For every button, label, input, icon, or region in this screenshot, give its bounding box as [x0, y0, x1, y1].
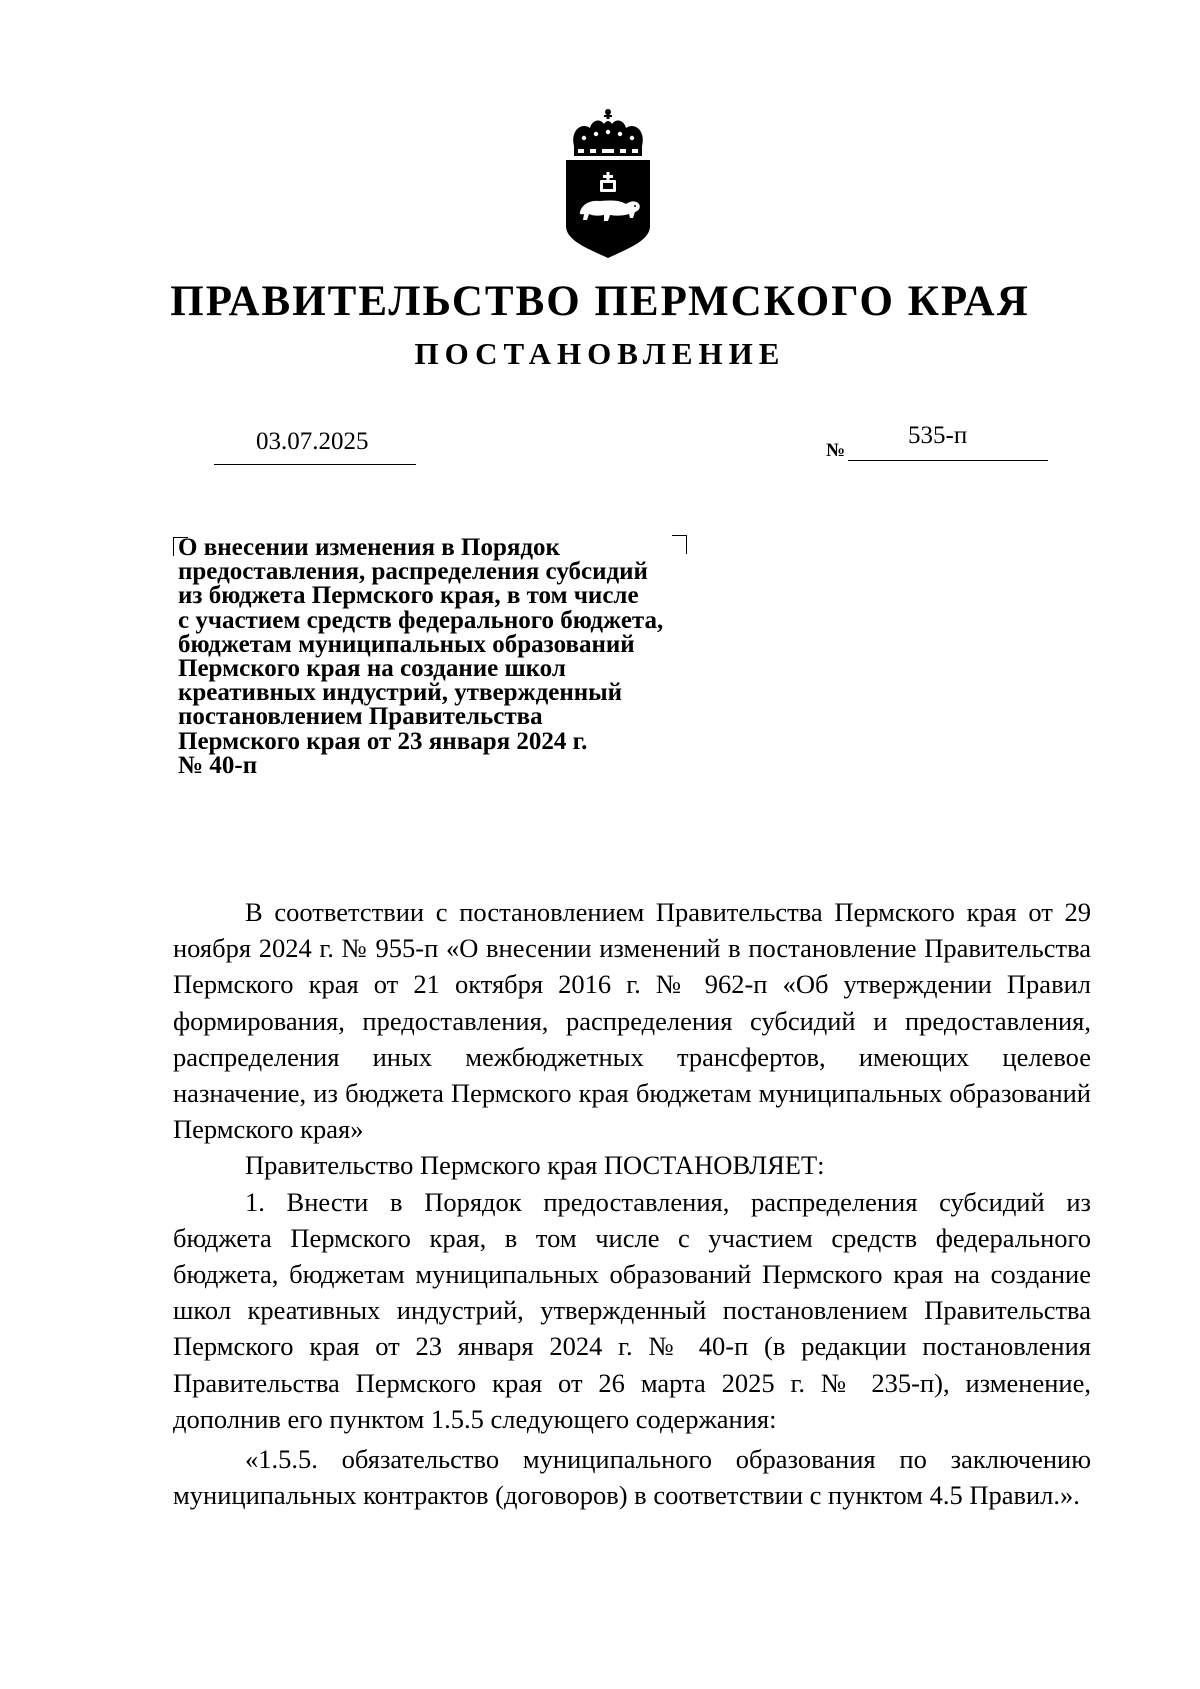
preamble-paragraph: В соответствии с постановлением Правительства Пермского края от 29 ноября 2024 г. № 955-п «О внесении изменений в постановление Правительства Пермского края от 21 октября 2016 г. № 962-п «Об утверждении Правил формирования, предоставления, распределения субсидий и предоставления, распределения иных межбюджетных трансфертов, имеющих целевое назначение, из бюджета Пермского края бюджетам муниципальных образований Пермского края»: [173, 897, 1091, 1145]
resolves-paragraph: Правительство Пермского края ПОСТАНОВЛЯЕТ:: [245, 1150, 825, 1181]
date-field: [214, 422, 416, 465]
heading-line: О внесении изменения в Порядок: [178, 534, 560, 561]
document-date: 03.07.2025: [256, 428, 369, 455]
heading-line: Пермского края от 23 января 2024 г.: [178, 727, 588, 755]
document-type: ПОСТАНОВЛЕНИЕ: [414, 336, 786, 371]
government-title: ПРАВИТЕЛЬСТВО ПЕРМСКОГО КРАЯ: [170, 278, 1030, 325]
heading-line: Пермского края на создание школ: [178, 655, 566, 683]
number-sign: №: [826, 440, 846, 461]
heading-line: предоставления, распределения субсидий: [178, 558, 648, 586]
item-1-paragraph: 1. Внести в Порядок предоставления, распределения субсидий из бюджета Пермского края, в том числе с участием средств федерального бюджета, бюджетам муниципальных образований Пермского края на создание школ креативных индустрий, утвержденный постановлением Правительства Пермского края от 23 января 2024 г. № 40-п (в редакции постановления Правительства Пермского края от 26 марта 2025 г. № 235-п), изменение, дополнив его пунктом 1.5.5 следующего содержания:: [173, 1186, 1091, 1434]
heading-line: постановлением Правительства: [178, 703, 543, 731]
document-body: [173, 894, 1091, 1513]
number-field: [848, 418, 1048, 461]
heading-line: креативных индустрий, утвержденный: [178, 679, 623, 707]
document-number: 535-п: [908, 422, 968, 449]
heading-line: с участием средств федерального бюджета,: [178, 606, 664, 634]
heading-line: бюджетам муниципальных образований: [178, 630, 635, 658]
heading-line: из бюджета Пермского края, в том числе: [178, 582, 639, 610]
document-heading: [178, 536, 758, 778]
heading-line: № 40-п: [178, 751, 258, 779]
coat-of-arms-icon: [560, 108, 656, 260]
quote-paragraph: «1.5.5. обязательство муниципального образования по заключению муниципальных контрактов (договоров) в соответствии с пунктом 4.5 Правил.».: [173, 1444, 1091, 1511]
